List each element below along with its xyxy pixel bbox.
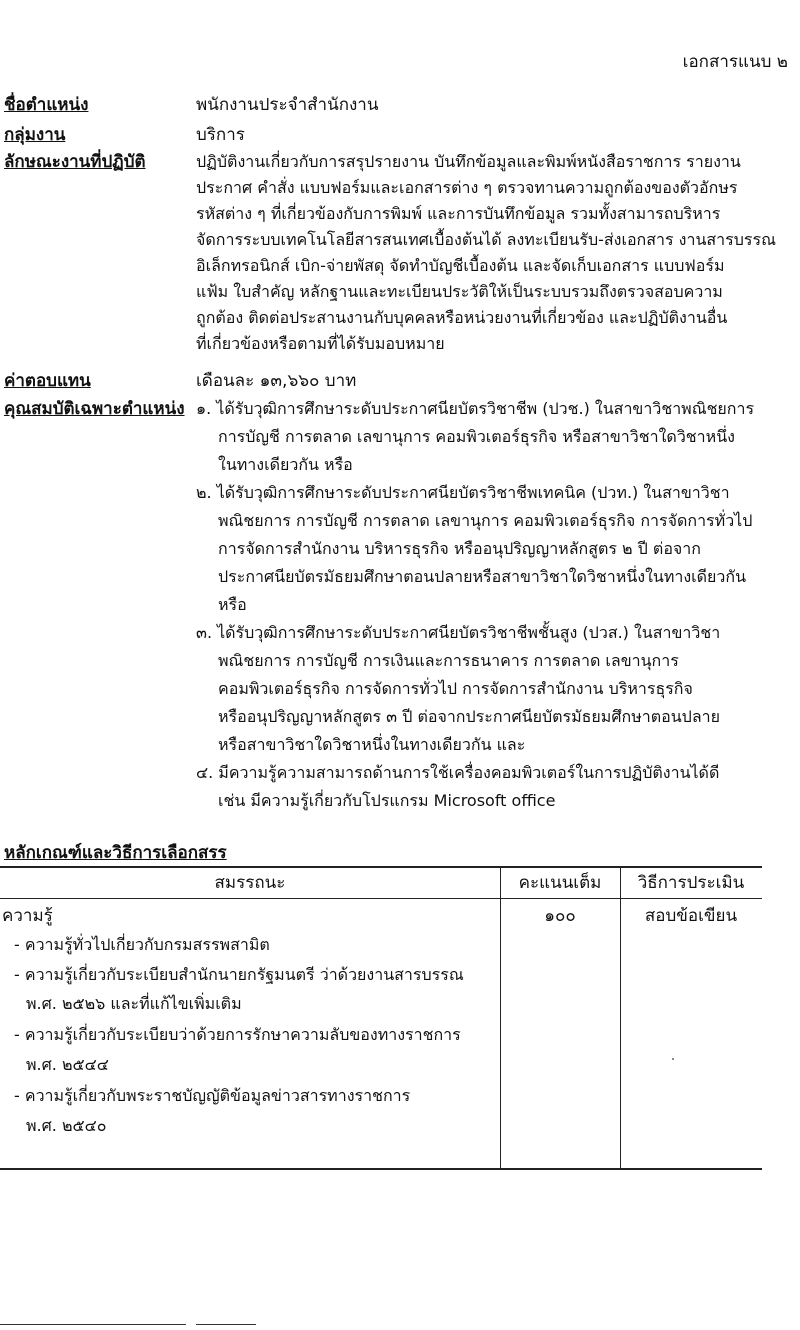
qualification-line: เช่น มีความรู้เกี่ยวกับโปรแกรม Microsoft office <box>218 791 556 810</box>
scan-speck <box>672 1058 674 1060</box>
column-header-full-score: คะแนนเต็ม <box>518 873 602 893</box>
group-value: บริการ <box>196 125 245 145</box>
column-header-competency: สมรรถนะ <box>214 873 286 893</box>
qualification-line: หรืออนุปริญญาหลักสูตร ๓ ปี ต่อจากประกาศนียบัตรมัธยมศึกษาตอนปลาย <box>218 707 720 726</box>
duty-line: ที่เกี่ยวข้องหรือตามที่ได้รับมอบหมาย <box>196 334 445 353</box>
qualification-line: การจัดการสำนักงาน บริหารธุรกิจ หรืออนุปริญญาหลักสูตร ๒ ปี ต่อจาก <box>218 539 701 558</box>
competency-item: พ.ศ. ๒๕๒๖ และที่แก้ไขเพิ่มเติม <box>26 994 242 1013</box>
qualification-line: ๒. ได้รับวุฒิการศึกษาระดับประกาศนียบัตรวิชาชีพเทคนิค (ปวท.) ในสาขาวิชา <box>196 483 730 502</box>
group-label: กลุ่มงาน <box>4 125 66 145</box>
competency-title: ความรู้ <box>2 906 53 926</box>
column-header-assessment-method: วิธีการประเมิน <box>637 873 745 893</box>
competency-item: - ความรู้เกี่ยวกับระเบียบสำนักนายกรัฐมนตรี ว่าด้วยงานสารบรรณ <box>14 965 464 984</box>
assessment-method-value: สอบข้อเขียน <box>644 906 738 926</box>
competency-item: พ.ศ. ๒๕๔๐ <box>26 1116 107 1135</box>
position-label: ชื่อตำแหน่ง <box>4 95 89 115</box>
pay-value: เดือนละ ๑๓,๖๖๐ บาท <box>196 371 357 391</box>
duty-line: ถูกต้อง ติดต่อประสานงานกับบุคคลหรือหน่วยงานที่เกี่ยวข้อง และปฏิบัติงานอื่น <box>196 308 728 327</box>
duty-line: อิเล็กทรอนิกส์ เบิก-จ่ายพัสดุ จัดทำบัญชีเบื้องต้น และจัดเก็บเอกสาร แบบฟอร์ม <box>196 256 725 275</box>
qualification-line: ๑. ได้รับวุฒิการศึกษาระดับประกาศนียบัตรวิชาชีพ (ปวช.) ในสาขาวิชาพณิชยการ <box>196 399 755 418</box>
qualification-line: การบัญชี การตลาด เลขานุการ คอมพิวเตอร์ธุรกิจ หรือสาขาวิชาใดวิชาหนึ่ง <box>218 427 735 446</box>
footer-rule <box>0 1324 186 1325</box>
table-header-rule <box>0 898 762 899</box>
qualification-line: พณิชยการ การบัญชี การเงินและการธนาคาร การตลาด เลขานุการ <box>218 651 679 670</box>
qualification-line: ๔. มีความรู้ความสามารถด้านการใช้เครื่องคอมพิวเตอร์ในการปฏิบัติงานได้ดี <box>196 763 720 782</box>
pay-label: ค่าตอบแทน <box>4 371 91 391</box>
competency-item: - ความรู้ทั่วไปเกี่ยวกับกรมสรรพสามิต <box>14 935 270 954</box>
qualification-line: คอมพิวเตอร์ธุรกิจ การจัดการทั่วไป การจัดการสำนักงาน บริหารธุรกิจ <box>218 679 693 698</box>
qualification-line: ๓. ได้รับวุฒิการศึกษาระดับประกาศนียบัตรวิชาชีพชั้นสูง (ปวส.) ในสาขาวิชา <box>196 623 721 642</box>
qualification-label: คุณสมบัติเฉพาะตำแหน่ง <box>4 399 185 419</box>
table-top-rule <box>0 866 762 868</box>
duty-line: ปฏิบัติงานเกี่ยวกับการสรุปรายงาน บันทึกข้อมูลและพิมพ์หนังสือราชการ รายงาน <box>196 152 741 171</box>
table-bottom-rule <box>0 1168 762 1170</box>
footer-rule <box>196 1324 256 1325</box>
qualification-line: ประกาศนียบัตรมัธยมศึกษาตอนปลายหรือสาขาวิชาใดวิชาหนึ่งในทางเดียวกัน <box>218 567 747 586</box>
competency-item: - ความรู้เกี่ยวกับพระราชบัญญัติข้อมูลข่าวสารทางราชการ <box>14 1086 411 1105</box>
full-score-value: ๑๐๐ <box>544 906 576 926</box>
duty-line: ประกาศ คำสั่ง แบบฟอร์มและเอกสารต่าง ๆ ตรวจทานความถูกต้องของตัวอักษร <box>196 178 738 197</box>
qualification-line: พณิชยการ การบัญชี การตลาด เลขานุการ คอมพิวเตอร์ธุรกิจ การจัดการทั่วไป <box>218 511 753 530</box>
qualification-line: หรือสาขาวิชาใดวิชาหนึ่งในทางเดียวกัน และ <box>218 735 526 754</box>
duty-line: รหัสต่าง ๆ ที่เกี่ยวข้องกับการพิมพ์ และการบันทึกข้อมูล รวมทั้งสามารถบริหาร <box>196 204 721 223</box>
duty-line: จัดการระบบเทคโนโลยีสารสนเทศเบื้องต้นได้ ลงทะเบียนรับ-ส่งเอกสาร งานสารบรรณ <box>196 230 776 249</box>
qualification-line: หรือ <box>218 595 247 614</box>
competency-item: - ความรู้เกี่ยวกับระเบียบว่าด้วยการรักษาความลับของทางราชการ <box>14 1025 461 1044</box>
attachment-label: เอกสารแนบ ๒ <box>682 52 788 72</box>
position-value: พนักงานประจำสำนักงาน <box>196 95 379 115</box>
qualification-line: ในทางเดียวกัน หรือ <box>218 455 353 474</box>
duty-label: ลักษณะงานที่ปฏิบัติ <box>4 152 146 172</box>
competency-item: พ.ศ. ๒๕๔๔ <box>26 1055 109 1074</box>
duty-line: แฟ้ม ใบสำคัญ หลักฐานและทะเบียนประวัติให้เป็นระบบรวมถึงตรวจสอบความ <box>196 282 723 301</box>
criteria-heading: หลักเกณฑ์และวิธีการเลือกสรร <box>4 843 227 863</box>
